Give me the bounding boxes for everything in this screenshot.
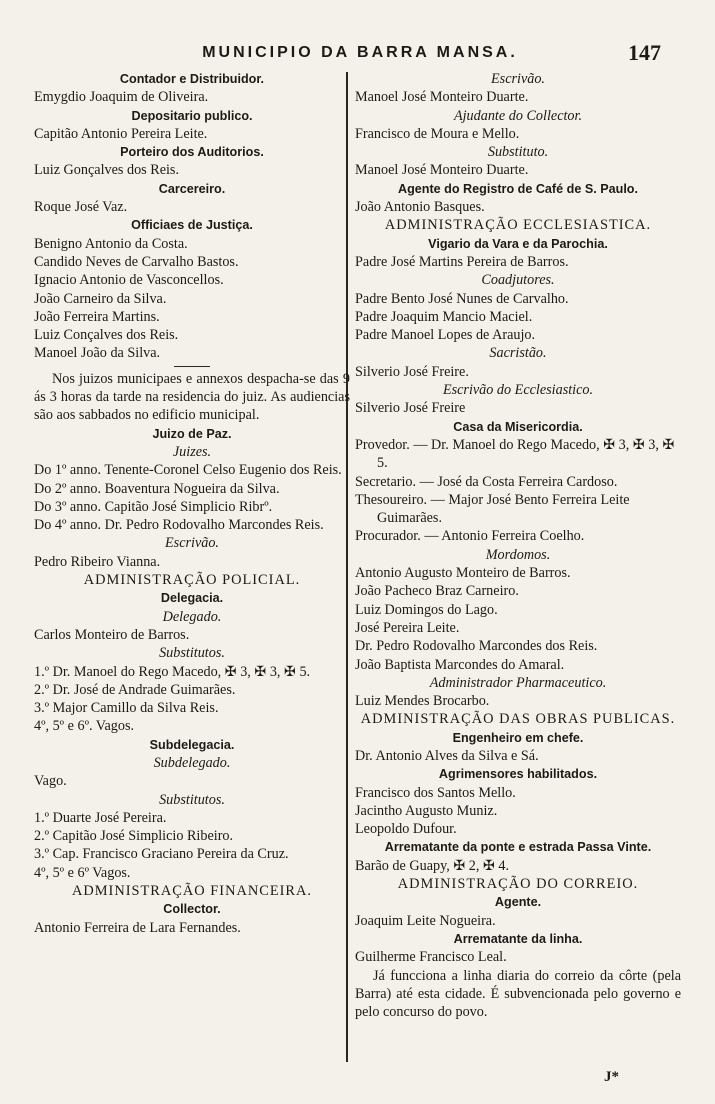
left-line: Luiz Conçalves dos Reis.	[34, 327, 179, 344]
right-line: Agrimensores habilitados.	[438, 767, 598, 782]
right-line: Luiz Domingos do Lago.	[355, 601, 498, 618]
left-line: Juizes.	[172, 443, 212, 460]
right-line: Francisco dos Santos Mello.	[355, 784, 516, 801]
right-line: Padre Joaquim Mancio Maciel.	[355, 308, 533, 325]
left-line: Substitutos.	[159, 645, 225, 662]
left-line: João Carneiro da Silva.	[34, 290, 167, 307]
right-line: Manoel José Monteiro Duarte.	[355, 162, 529, 179]
left-line: Nos juizos municipaes e annexos despacha-se das 9 ás 3 horas da tarde na residencia do juiz. As audiencias são aos sabbados no edificio municipal.	[34, 370, 350, 424]
right-column	[355, 70, 681, 1021]
left-line: Escrivão.	[165, 535, 219, 552]
left-line: Do 2º anno. Boaventura Nogueira da Silva.	[34, 480, 280, 497]
left-line: 3.º Major Camillo da Silva Reis.	[34, 700, 219, 717]
left-line: Collector.	[163, 902, 221, 917]
left-line: Do 1º anno. Tenente-Coronel Celso Eugenio dos Reis.	[34, 462, 342, 479]
left-line: 1.º Duarte José Pereira.	[34, 809, 167, 826]
left-line: ADMINISTRAÇÃO FINANCEIRA.	[71, 883, 313, 900]
left-column	[34, 70, 350, 937]
left-line: João Ferreira Martins.	[34, 308, 160, 325]
left-line: Subdelegacia.	[149, 737, 235, 752]
left-line: Luiz Gonçalves dos Reis.	[34, 162, 179, 179]
left-line: Contador e Distribuidor.	[119, 72, 265, 86]
right-line: ADMINISTRAÇÃO ECCLESIASTICA.	[384, 217, 652, 234]
right-line: Padre Manoel Lopes de Araujo.	[355, 327, 536, 344]
left-line: Candido Neves de Carvalho Bastos.	[34, 253, 239, 270]
left-line: Delegacia.	[160, 591, 224, 606]
left-line: Officiaes de Justiça.	[131, 218, 253, 233]
left-line: Benigno Antonio da Costa.	[34, 235, 188, 252]
right-line: ADMINISTRAÇÃO DAS OBRAS PUBLICAS.	[360, 711, 676, 728]
right-line: Francisco de Moura e Mello.	[355, 125, 520, 142]
left-line: Depositario publico.	[131, 108, 253, 123]
right-line: Provedor. — Dr. Manoel do Rego Macedo, ✠ 3, ✠ 3, ✠ 5.	[355, 436, 675, 472]
right-line: Manoel José Monteiro Duarte.	[355, 89, 529, 106]
right-line: Padre Bento José Nunes de Carvalho.	[355, 290, 569, 307]
right-line: Dr. Pedro Rodovalho Marcondes dos Reis.	[355, 638, 598, 655]
left-line: 2.º Capitão José Simplicio Ribeiro.	[34, 828, 234, 845]
right-line: Engenheiro em chefe.	[452, 730, 584, 745]
right-line: Silverio José Freire	[355, 400, 466, 417]
right-line: Sacristão.	[489, 345, 547, 362]
right-line: Agente.	[494, 895, 542, 910]
right-line: Silverio José Freire.	[355, 363, 469, 380]
right-line: Substituto.	[487, 144, 549, 161]
right-line: Procurador. — Antonio Ferreira Coelho.	[355, 528, 585, 545]
right-line: Agente do Registro de Café de S. Paulo.	[397, 181, 639, 196]
right-line: Dr. Antonio Alves da Silva e Sá.	[355, 747, 539, 764]
right-line: Thesoureiro. — Major José Bento Ferreira Leite Guimarães.	[355, 491, 630, 527]
right-line: ADMINISTRAÇÃO DO CORREIO.	[397, 876, 639, 893]
right-line: Jacintho Augusto Muniz.	[355, 802, 498, 819]
left-line: Carcereiro.	[158, 181, 226, 196]
right-line: Coadjutores.	[481, 272, 555, 289]
right-line: Leopoldo Dufour.	[355, 821, 457, 838]
left-line: Carlos Monteiro de Barros.	[34, 626, 190, 643]
left-line: Do 3º anno. Capitão José Simplicio Ribrº.	[34, 498, 273, 515]
right-line: Joaquim Leite Nogueira.	[355, 912, 496, 929]
left-line: Manoel João da Silva.	[34, 345, 161, 362]
left-line: Pedro Ribeiro Vianna.	[34, 553, 161, 570]
page-number: 147	[628, 40, 661, 65]
right-line: José Pereira Leite.	[355, 619, 460, 636]
left-line: Delegado.	[162, 608, 222, 625]
left-line: 4º, 5º e 6º. Vagos.	[34, 718, 135, 735]
left-line: Porteiro dos Auditorios.	[120, 145, 264, 160]
page-header	[0, 40, 715, 70]
left-line: Capitão Antonio Pereira Leite.	[34, 125, 208, 142]
left-line: Juizo de Paz.	[152, 426, 232, 441]
right-line: Ajudante do Collector.	[453, 107, 583, 124]
left-line: 3.º Cap. Francisco Graciano Pereira da Cruz.	[34, 846, 289, 863]
left-line: Antonio Ferreira de Lara Fernandes.	[34, 919, 241, 936]
left-line: Roque José Vaz.	[34, 199, 128, 216]
right-line: Padre José Martins Pereira de Barros.	[355, 253, 569, 270]
right-line: Secretario. — José da Costa Ferreira Cardoso.	[355, 473, 618, 490]
right-line: Arrematante da ponte e estrada Passa Vinte.	[384, 840, 652, 855]
left-line: Substitutos.	[159, 791, 225, 808]
right-line: João Antonio Basques.	[355, 199, 485, 216]
left-line: Vago.	[34, 773, 67, 790]
left-line: Emygdio Joaquim de Oliveira.	[34, 89, 209, 106]
left-line: Do 4º anno. Dr. Pedro Rodovalho Marcondes Reis.	[34, 517, 324, 534]
right-line: Vigario da Vara e da Parochia.	[428, 236, 608, 251]
page-title: MUNICIPIO DA BARRA MANSA.	[202, 44, 518, 61]
signature-mark: J*	[604, 1069, 619, 1085]
left-line: 1.º Dr. Manoel do Rego Macedo, ✠ 3, ✠ 3, ✠ 5.	[34, 663, 311, 680]
right-line: Arrematante da linha.	[453, 931, 583, 946]
right-line: Luiz Mendes Brocarbo.	[355, 693, 490, 710]
right-line: Guilherme Francisco Leal.	[355, 949, 507, 966]
right-line: Casa da Misericordia.	[453, 419, 583, 434]
right-line: Barão de Guapy, ✠ 2, ✠ 4.	[355, 857, 510, 874]
right-line: Escrivão.	[491, 71, 545, 87]
left-line: Ignacio Antonio de Vasconcellos.	[34, 272, 224, 289]
left-line: 4º, 5º e 6º Vagos.	[34, 864, 131, 881]
right-line: Já funcciona a linha diaria do correio da côrte (pela Barra) até esta cidade. É subvencionada pelo governo e pelo concurso do povo.	[355, 967, 681, 1021]
left-line: Subdelegado.	[153, 754, 231, 771]
right-line: João Baptista Marcondes do Amaral.	[355, 656, 565, 673]
right-line: Antonio Augusto Monteiro de Barros.	[355, 565, 571, 582]
right-line: Administrador Pharmaceutico.	[429, 674, 607, 691]
left-line: 2.º Dr. José de Andrade Guimarães.	[34, 681, 236, 698]
separator-rule	[174, 366, 210, 367]
left-line: ADMINISTRAÇÃO POLICIAL.	[83, 572, 301, 589]
right-line: Mordomos.	[485, 546, 551, 563]
right-line: João Pacheco Braz Carneiro.	[355, 583, 519, 600]
right-line: Escrivão do Ecclesiastico.	[442, 382, 594, 399]
